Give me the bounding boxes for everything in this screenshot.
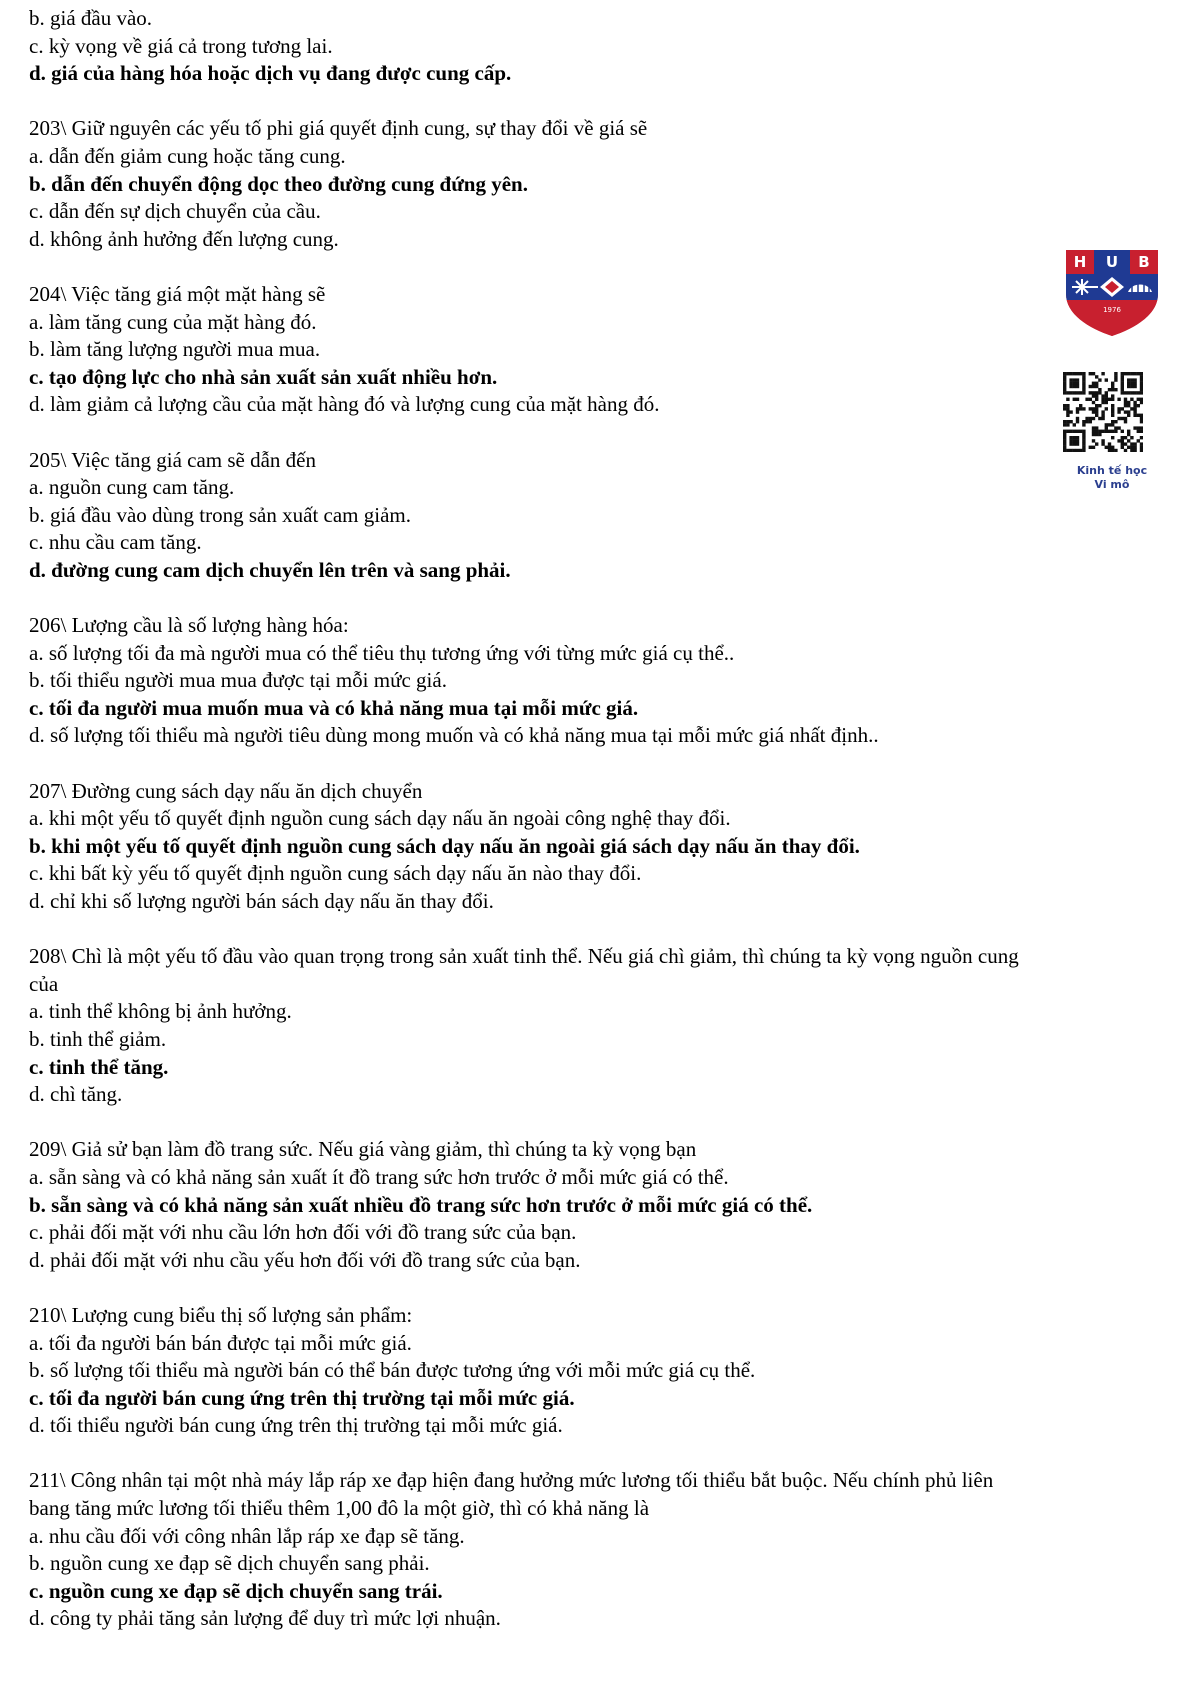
qr-pattern bbox=[1063, 372, 1143, 452]
blank-line bbox=[29, 584, 1169, 612]
text-line: a. khi một yếu tố quyết định nguồn cung sách dạy nấu ăn ngoài công nghệ thay đổi. bbox=[29, 806, 731, 831]
text-line: b. giá đầu vào. bbox=[29, 6, 153, 30]
text-line: 206\ Lượng cầu là số lượng hàng hóa: bbox=[29, 613, 349, 638]
text-line: d. công ty phải tăng sản lượng để duy trì mức lợi nhuận. bbox=[29, 1606, 501, 1631]
blank-line bbox=[29, 916, 1169, 944]
text-line: c. nhu cầu cam tăng. bbox=[29, 530, 202, 555]
hub-shield-logo bbox=[1058, 248, 1166, 338]
answer-line-correct: c. nguồn cung xe đạp sẽ dịch chuyển sang trái. bbox=[29, 1578, 443, 1603]
logo-caption-line-2: Vi mô bbox=[1094, 478, 1130, 491]
blank-line bbox=[29, 1109, 1169, 1137]
text-line: d. số lượng tối thiểu mà người tiêu dùng mong muốn và có khả năng mua tại mỗi mức giá nhất định.. bbox=[29, 723, 879, 748]
text-line: bang tăng mức lương tối thiểu thêm 1,00 đô la một giờ, thì có khả năng là bbox=[29, 1496, 650, 1521]
document-body bbox=[29, 5, 1169, 1633]
blank-line bbox=[29, 253, 1169, 281]
text-line: d. không ảnh hưởng đến lượng cung. bbox=[29, 226, 339, 251]
logo-caption-line-1: Kinh tế học bbox=[1076, 464, 1148, 477]
qr-code bbox=[1063, 372, 1143, 452]
text-line: 211\ Công nhân tại một nhà máy lắp ráp xe đạp hiện đang hưởng mức lương tối thiểu bắt buộc. Nếu chính phủ liên bbox=[29, 1468, 994, 1493]
blank-line bbox=[29, 1274, 1169, 1302]
text-line: của bbox=[29, 971, 59, 996]
blank-line bbox=[29, 1440, 1169, 1468]
logo-letter-u: U bbox=[1105, 253, 1119, 271]
text-line: c. dẫn đến sự dịch chuyển của cầu. bbox=[29, 199, 321, 224]
text-line: c. phải đối mặt với nhu cầu lớn hơn đối với đồ trang sức của bạn. bbox=[29, 1220, 577, 1245]
text-line: 204\ Việc tăng giá một mặt hàng sẽ bbox=[29, 281, 326, 306]
text-line: a. nguồn cung cam tăng. bbox=[29, 475, 235, 500]
text-line: b. số lượng tối thiểu mà người bán có thể bán được tương ứng với mỗi mức giá cụ thể. bbox=[29, 1358, 756, 1383]
text-line: d. chỉ khi số lượng người bán sách dạy nấu ăn thay đổi. bbox=[29, 889, 494, 913]
text-line: b. nguồn cung xe đạp sẽ dịch chuyển sang phải. bbox=[29, 1551, 430, 1576]
text-line: 205\ Việc tăng giá cam sẽ dẫn đến bbox=[29, 447, 317, 472]
answer-line-correct: b. khi một yếu tố quyết định nguồn cung sách dạy nấu ăn ngoài giá sách dạy nấu ăn thay đổi. bbox=[29, 833, 860, 858]
text-line: 207\ Đường cung sách dạy nấu ăn dịch chuyển bbox=[29, 778, 423, 803]
text-line: b. tối thiểu người mua mua được tại mỗi mức giá. bbox=[29, 668, 447, 693]
answer-line-correct: c. tạo động lực cho nhà sản xuất sản xuất nhiều hơn. bbox=[29, 364, 498, 389]
blank-line bbox=[29, 750, 1169, 778]
text-line: a. dẫn đến giảm cung hoặc tăng cung. bbox=[29, 143, 346, 168]
text-line: c. khi bất kỳ yếu tố quyết định nguồn cung sách dạy nấu ăn nào thay đổi. bbox=[29, 861, 642, 886]
text-line: 203\ Giữ nguyên các yếu tố phi giá quyết định cung, sự thay đổi về giá sẽ bbox=[29, 116, 648, 141]
answer-line-correct: c. tinh thể tăng. bbox=[29, 1054, 169, 1079]
text-line: b. giá đầu vào dùng trong sản xuất cam giảm. bbox=[29, 502, 411, 527]
text-line: a. sẵn sàng và có khả năng sản xuất ít đồ trang sức hơn trước ở mỗi mức giá có thể. bbox=[29, 1164, 729, 1189]
answer-line-correct: b. sẵn sàng và có khả năng sản xuất nhiều đồ trang sức hơn trước ở mỗi mức giá có thể. bbox=[29, 1192, 813, 1217]
blank-line bbox=[29, 88, 1169, 116]
text-line: a. làm tăng cung của mặt hàng đó. bbox=[29, 309, 317, 334]
answer-line-correct: c. tối đa người mua muốn mua và có khả năng mua tại mỗi mức giá. bbox=[29, 695, 639, 720]
text-line: b. làm tăng lượng người mua mua. bbox=[29, 337, 321, 362]
text-line: a. nhu cầu đối với công nhân lắp ráp xe đạp sẽ tăng. bbox=[29, 1523, 465, 1548]
text-line: a. tối đa người bán bán được tại mỗi mức giá. bbox=[29, 1330, 412, 1355]
logo-letter-b: B bbox=[1138, 253, 1150, 271]
text-line: b. tinh thể giảm. bbox=[29, 1026, 167, 1051]
text-line: 208\ Chì là một yếu tố đầu vào quan trọng trong sản xuất tinh thể. Nếu giá chì giảm, thì chúng ta kỳ vọng nguồn cung bbox=[29, 944, 1019, 969]
answer-line-correct: b. dẫn đến chuyển động dọc theo đường cung đứng yên. bbox=[29, 171, 528, 196]
logo-year: 1976 bbox=[1103, 306, 1121, 314]
logo-letter-h: H bbox=[1073, 253, 1087, 271]
text-line: d. tối thiểu người bán cung ứng trên thị trường tại mỗi mức giá. bbox=[29, 1413, 563, 1438]
logo-caption bbox=[1048, 464, 1176, 492]
text-line: d. làm giảm cả lượng cầu của mặt hàng đó và lượng cung của mặt hàng đó. bbox=[29, 392, 660, 417]
answer-line-correct: d. giá của hàng hóa hoặc dịch vụ đang được cung cấp. bbox=[29, 61, 512, 86]
blank-line bbox=[29, 419, 1169, 447]
text-line: c. kỳ vọng về giá cả trong tương lai. bbox=[29, 33, 333, 58]
university-logo bbox=[1058, 248, 1166, 338]
answer-line-correct: d. đường cung cam dịch chuyển lên trên và sang phải. bbox=[29, 557, 511, 582]
text-line: d. phải đối mặt với nhu cầu yếu hơn đối với đồ trang sức của bạn. bbox=[29, 1247, 581, 1272]
text-line: 210\ Lượng cung biểu thị số lượng sản phẩm: bbox=[29, 1302, 413, 1327]
answer-line-correct: c. tối đa người bán cung ứng trên thị trường tại mỗi mức giá. bbox=[29, 1385, 575, 1410]
text-line: d. chì tăng. bbox=[29, 1082, 123, 1107]
text-line: 209\ Giả sử bạn làm đồ trang sức. Nếu giá vàng giảm, thì chúng ta kỳ vọng bạn bbox=[29, 1137, 697, 1162]
text-line: a. số lượng tối đa mà người mua có thể tiêu thụ tương ứng với từng mức giá cụ thể.. bbox=[29, 640, 735, 665]
text-line: a. tinh thể không bị ảnh hưởng. bbox=[29, 999, 292, 1024]
